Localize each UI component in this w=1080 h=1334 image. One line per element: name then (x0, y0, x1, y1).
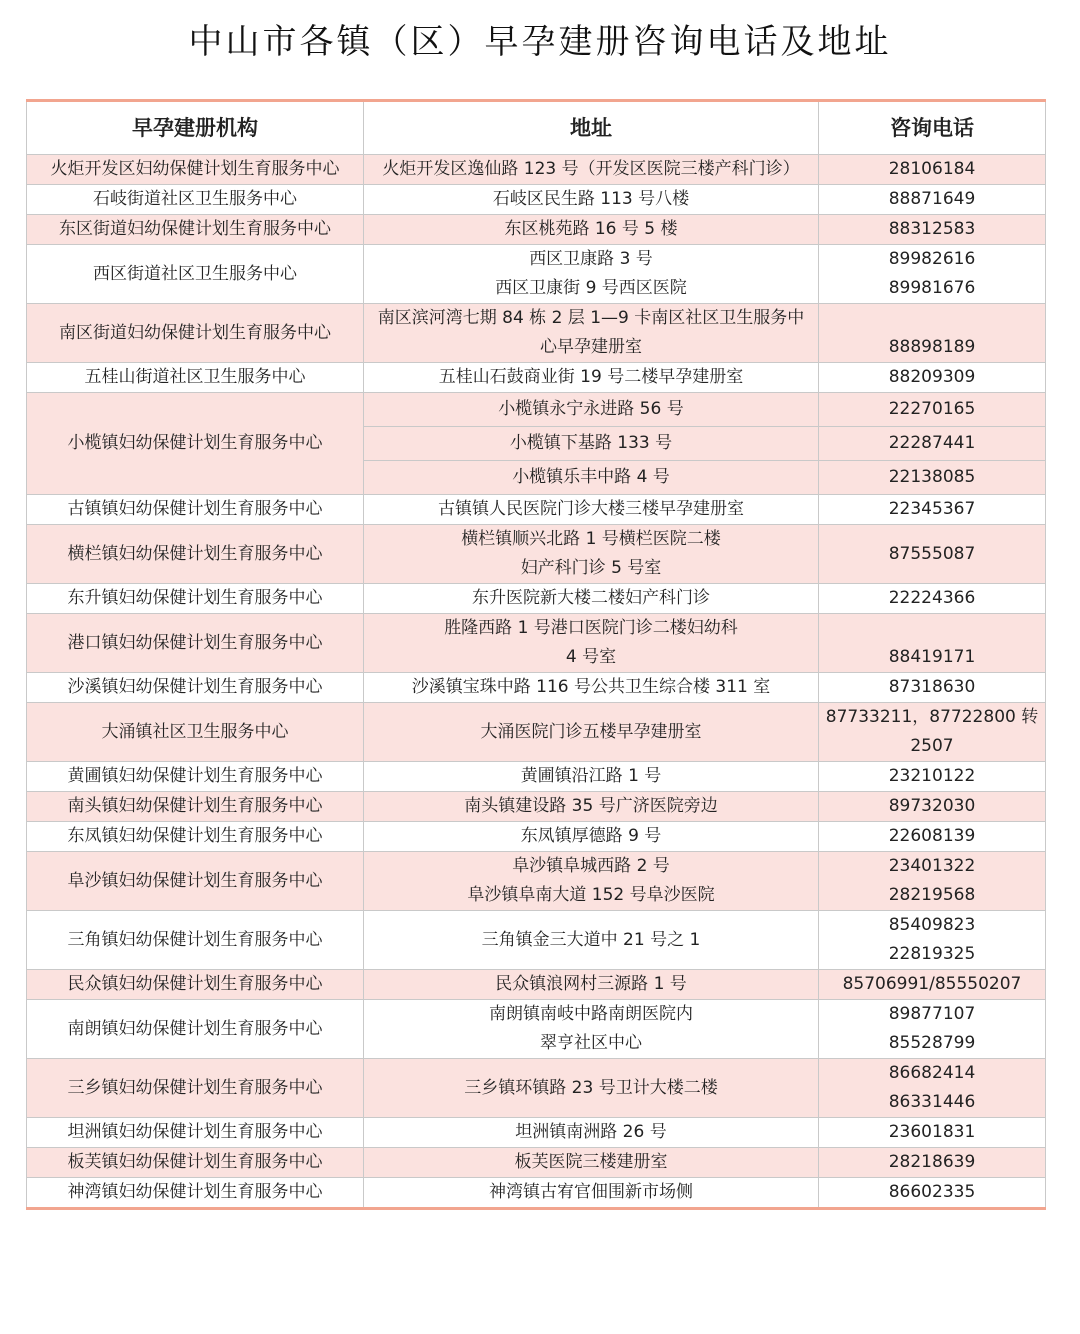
phone-cell (819, 1059, 1046, 1118)
address-cell (364, 970, 819, 1000)
address-cell-text: 翠亨社区中心 (540, 1033, 642, 1053)
table-row (27, 584, 1046, 614)
phone-cell-text: 22138085 (888, 467, 976, 487)
phone-cell-text: 89982616 (888, 249, 976, 269)
phone-cell (819, 703, 1046, 762)
address-cell (364, 1148, 819, 1178)
org-cell-text: 港口镇妇幼保健计划生育服务中心 (67, 632, 323, 653)
phone-cell-text: 88209309 (888, 367, 976, 387)
table-row (27, 703, 1046, 762)
address-cell-text: 古镇镇人民医院门诊大楼三楼早孕建册室 (438, 499, 744, 519)
address-cell-text: 坦洲镇南洲路 26 号 (515, 1122, 667, 1142)
phone-cell-text (823, 304, 1041, 333)
address-cell-text: 阜沙镇阜城西路 2 号 (512, 856, 670, 876)
address-cell-text: 胜隆西路 1 号港口医院门诊二楼妇幼科 (444, 618, 738, 638)
address-cell-text: 东区桃苑路 16 号 5 楼 (504, 219, 678, 239)
address-cell (364, 822, 819, 852)
phone-cell (819, 584, 1046, 614)
table-row (27, 304, 1046, 363)
address-cell-text: 五桂山石鼓商业街 19 号二楼早孕建册室 (438, 367, 744, 387)
address-cell (364, 911, 819, 970)
phone-cell-text: 89877107 (888, 1004, 976, 1024)
address-cell-text: 南区滨河湾七期 84 栋 2 层 1—9 卡南区社区卫生服务中 (377, 308, 805, 328)
page-title: 中山市各镇（区）早孕建册咨询电话及地址 (188, 22, 892, 62)
org-cell (27, 215, 364, 245)
address-cell-text: 沙溪镇宝珠中路 116 号公共卫生综合楼 311 室 (411, 677, 771, 697)
org-cell-text: 坦洲镇妇幼保健计划生育服务中心 (67, 1122, 323, 1142)
address-cell (364, 1059, 819, 1118)
org-cell (27, 495, 364, 525)
phone-cell (819, 495, 1046, 525)
address-cell-text: 大涌医院门诊五楼早孕建册室 (480, 721, 702, 742)
phone-cell-text: 22608139 (888, 826, 976, 846)
table-row (27, 1178, 1046, 1209)
table-row (27, 762, 1046, 792)
table-row (27, 852, 1046, 911)
address-cell (364, 245, 819, 304)
phone-cell-text: 23601831 (888, 1122, 976, 1142)
address-cell-text: 神湾镇古宥官佃围新市场侧 (489, 1182, 693, 1202)
address-cell-text: 南头镇建设路 35 号广济医院旁边 (464, 796, 718, 816)
phone-cell-text: 88871649 (888, 189, 976, 209)
address-cell (364, 703, 819, 762)
phone-cell (819, 1178, 1046, 1209)
phone-cell (819, 393, 1046, 427)
org-cell (27, 792, 364, 822)
org-cell-text: 板芙镇妇幼保健计划生育服务中心 (67, 1152, 323, 1172)
phone-cell-text: 86682414 (888, 1063, 976, 1083)
address-cell-text: 三乡镇环镇路 23 号卫计大楼二楼 (464, 1077, 718, 1098)
address-cell-text: 4 号室 (565, 647, 617, 667)
phone-cell (819, 822, 1046, 852)
table-row (27, 185, 1046, 215)
address-cell-text: 火炬开发区逸仙路 123 号（开发区医院三楼产科门诊） (382, 159, 800, 179)
address-cell-text: 西区卫康街 9 号西区医院 (495, 278, 687, 298)
org-cell (27, 852, 364, 911)
phone-cell (819, 614, 1046, 673)
table-row (27, 155, 1046, 185)
phone-cell (819, 970, 1046, 1000)
address-cell (364, 304, 819, 363)
header-address: 地址 (364, 101, 819, 155)
header-org: 早孕建册机构 (27, 101, 364, 155)
org-cell (27, 304, 364, 363)
org-cell-text: 火炬开发区妇幼保健计划生育服务中心 (50, 159, 340, 179)
phone-cell-text: 28219568 (888, 885, 976, 905)
address-cell-text: 东升医院新大楼二楼妇产科门诊 (472, 588, 710, 608)
table-row (27, 1148, 1046, 1178)
phone-cell (819, 911, 1046, 970)
address-cell-text: 小榄镇乐丰中路 4 号 (512, 467, 670, 487)
address-cell-text: 小榄镇永宁永进路 56 号 (498, 399, 684, 419)
table-row (27, 245, 1046, 304)
phone-cell (819, 525, 1046, 584)
table-header-row (27, 101, 1046, 155)
address-cell-text: 南朗镇南岐中路南朗医院内 (489, 1004, 693, 1024)
phone-cell (819, 304, 1046, 363)
org-cell (27, 363, 364, 393)
org-cell (27, 245, 364, 304)
address-cell-text: 民众镇浪网村三源路 1 号 (495, 974, 687, 994)
org-cell-text: 三角镇妇幼保健计划生育服务中心 (67, 929, 323, 950)
phone-cell (819, 1148, 1046, 1178)
address-cell (364, 363, 819, 393)
table-row (27, 792, 1046, 822)
address-cell (364, 1000, 819, 1059)
table-row (27, 495, 1046, 525)
address-cell (364, 1118, 819, 1148)
org-cell-text: 大涌镇社区卫生服务中心 (101, 721, 289, 742)
org-cell-text: 神湾镇妇幼保健计划生育服务中心 (67, 1182, 323, 1202)
phone-cell-text (823, 614, 1041, 643)
address-cell-text: 三角镇金三大道中 21 号之 1 (481, 929, 701, 950)
address-cell (364, 852, 819, 911)
phone-cell-text: 22345367 (888, 499, 976, 519)
address-cell (364, 792, 819, 822)
org-cell (27, 614, 364, 673)
address-cell (364, 155, 819, 185)
phone-cell-text: 88898189 (888, 337, 976, 357)
address-cell-text: 妇产科门诊 5 号室 (520, 558, 662, 578)
table-row (27, 215, 1046, 245)
org-cell-text: 南朗镇妇幼保健计划生育服务中心 (67, 1018, 323, 1039)
org-cell (27, 1148, 364, 1178)
org-cell-text: 黄圃镇妇幼保健计划生育服务中心 (67, 766, 323, 786)
address-cell (364, 495, 819, 525)
table-row (27, 1000, 1046, 1059)
phone-cell (819, 427, 1046, 461)
address-cell (364, 762, 819, 792)
phone-cell (819, 155, 1046, 185)
registration-table (26, 99, 1046, 1210)
phone-cell-text: 28218639 (888, 1152, 976, 1172)
phone-cell-text: 2507 (910, 736, 954, 756)
phone-cell-text: 88419171 (888, 647, 976, 667)
org-cell (27, 185, 364, 215)
org-cell-text: 横栏镇妇幼保健计划生育服务中心 (67, 543, 323, 564)
address-cell (364, 673, 819, 703)
address-cell-text: 板芙医院三楼建册室 (514, 1152, 668, 1172)
org-cell-text: 东凤镇妇幼保健计划生育服务中心 (67, 826, 323, 846)
table-row (27, 822, 1046, 852)
address-cell-text: 小榄镇下基路 133 号 (509, 433, 673, 453)
org-cell-text: 阜沙镇妇幼保健计划生育服务中心 (67, 870, 323, 891)
phone-cell-text: 85409823 (888, 915, 976, 935)
phone-cell-text: 22287441 (888, 433, 976, 453)
org-cell-text: 小榄镇妇幼保健计划生育服务中心 (67, 433, 323, 453)
address-cell (364, 393, 819, 427)
phone-cell-text: 89981676 (888, 278, 976, 298)
table-row (27, 614, 1046, 673)
address-cell-text: 西区卫康路 3 号 (529, 249, 653, 269)
address-cell-text: 心早孕建册室 (540, 337, 642, 357)
phone-cell-text: 86331446 (888, 1092, 976, 1112)
org-cell (27, 525, 364, 584)
address-cell (364, 1178, 819, 1209)
phone-cell-text: 28106184 (888, 159, 976, 179)
phone-cell-text: 23401322 (888, 856, 976, 876)
table-row (27, 970, 1046, 1000)
org-cell-text: 南区街道妇幼保健计划生育服务中心 (59, 322, 331, 343)
table-body (27, 155, 1046, 1209)
phone-cell-text: 22270165 (888, 399, 976, 419)
phone-cell-text: 22819325 (888, 944, 976, 964)
org-cell-text: 沙溪镇妇幼保健计划生育服务中心 (67, 677, 323, 697)
org-cell-text: 东升镇妇幼保健计划生育服务中心 (67, 588, 323, 608)
table-row (27, 363, 1046, 393)
address-cell (364, 584, 819, 614)
org-cell-text: 五桂山街道社区卫生服务中心 (84, 367, 306, 387)
phone-cell (819, 1118, 1046, 1148)
header-phone: 咨询电话 (819, 101, 1046, 155)
org-cell (27, 911, 364, 970)
phone-cell (819, 245, 1046, 304)
org-cell (27, 584, 364, 614)
org-cell (27, 155, 364, 185)
phone-cell-text: 89732030 (888, 796, 976, 816)
org-cell (27, 1178, 364, 1209)
org-cell (27, 1000, 364, 1059)
table-row (27, 1118, 1046, 1148)
address-cell (364, 614, 819, 673)
org-cell (27, 762, 364, 792)
phone-cell-text: 22224366 (888, 588, 976, 608)
address-cell (364, 185, 819, 215)
address-cell-text: 阜沙镇阜南大道 152 号阜沙医院 (467, 885, 715, 905)
address-cell (364, 215, 819, 245)
phone-cell (819, 185, 1046, 215)
org-cell (27, 393, 364, 495)
org-cell-text: 古镇镇妇幼保健计划生育服务中心 (67, 499, 323, 519)
org-cell (27, 673, 364, 703)
org-cell (27, 822, 364, 852)
org-cell (27, 1118, 364, 1148)
phone-cell (819, 673, 1046, 703)
phone-cell (819, 762, 1046, 792)
phone-cell-text: 86602335 (888, 1182, 976, 1202)
org-cell-text: 西区街道社区卫生服务中心 (93, 263, 297, 284)
phone-cell (819, 792, 1046, 822)
address-cell-text: 东凤镇厚德路 9 号 (520, 826, 662, 846)
phone-cell (819, 852, 1046, 911)
org-cell (27, 1059, 364, 1118)
org-cell-text: 三乡镇妇幼保健计划生育服务中心 (67, 1077, 323, 1098)
address-cell (364, 525, 819, 584)
address-cell-text: 横栏镇顺兴北路 1 号横栏医院二楼 (461, 529, 721, 549)
table-row (27, 673, 1046, 703)
org-cell-text: 石岐街道社区卫生服务中心 (93, 189, 297, 209)
phone-cell-text: 88312583 (888, 219, 976, 239)
address-cell-text: 石岐区民生路 113 号八楼 (492, 189, 690, 209)
org-cell-text: 民众镇妇幼保健计划生育服务中心 (67, 974, 323, 994)
org-cell-text: 南头镇妇幼保健计划生育服务中心 (67, 796, 323, 816)
phone-cell-text: 85528799 (888, 1033, 976, 1053)
org-cell-text: 东区街道妇幼保健计划生育服务中心 (59, 219, 331, 239)
phone-cell-text: 87318630 (888, 677, 976, 697)
address-cell (364, 461, 819, 495)
table-row (27, 1059, 1046, 1118)
phone-cell-text: 85706991/85550207 (842, 974, 1022, 994)
phone-cell-text: 23210122 (888, 766, 976, 786)
table-row (27, 393, 1046, 427)
table-row (27, 525, 1046, 584)
phone-cell-text: 87555087 (888, 543, 976, 564)
phone-cell-text: 87733211，87722800 转 (825, 707, 1039, 727)
address-cell (364, 427, 819, 461)
phone-cell (819, 461, 1046, 495)
phone-cell (819, 215, 1046, 245)
org-cell (27, 703, 364, 762)
address-cell-text: 黄圃镇沿江路 1 号 (520, 766, 662, 786)
phone-cell (819, 1000, 1046, 1059)
org-cell (27, 970, 364, 1000)
table-row (27, 911, 1046, 970)
phone-cell (819, 363, 1046, 393)
